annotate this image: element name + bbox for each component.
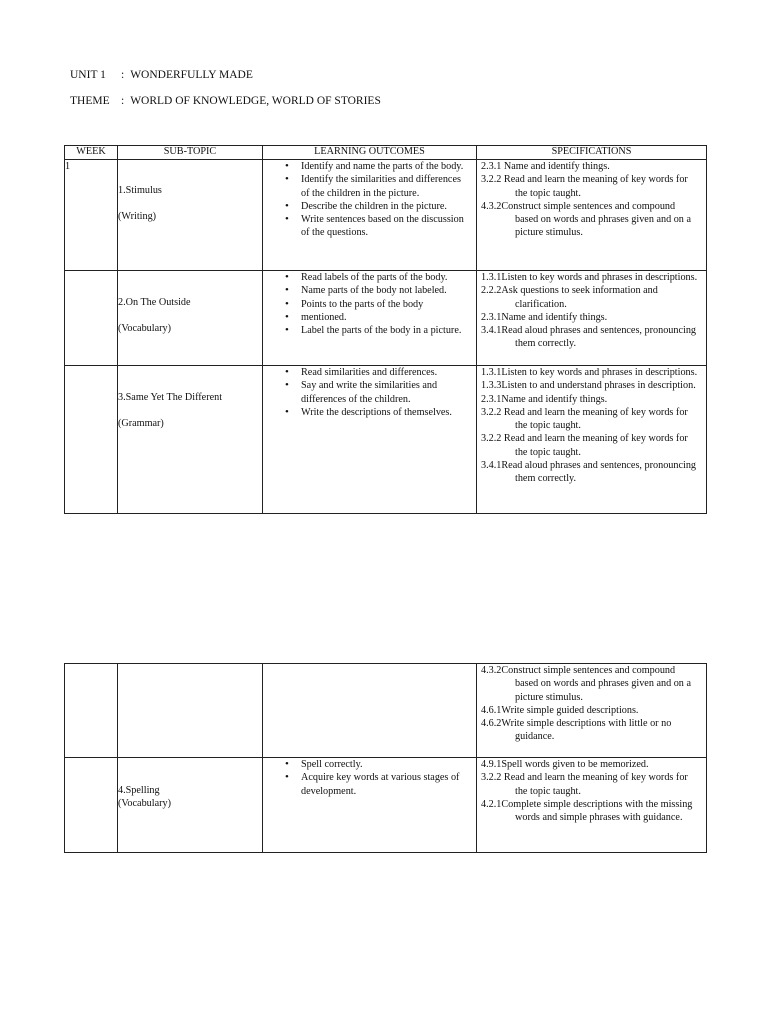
week-cell: 1 (65, 160, 118, 271)
list-item: • Spell correctly. (263, 758, 476, 771)
learning-outcomes-cell (263, 271, 477, 366)
spec-item: 2.3.1Name and identify things. (481, 311, 608, 323)
spec-item: 3.2.2 Read and learn the meaning of key words for the topic taught. (481, 406, 688, 432)
subtopic-title: 4.Spelling (118, 785, 160, 796)
learning-outcomes-cell (263, 758, 477, 853)
spec-item: 1.3.1Listen to key words and phrases in descriptions. (481, 272, 698, 283)
specifications-cell (477, 758, 707, 853)
col-header-week: WEEK (65, 146, 118, 160)
subtopic-cell (118, 758, 263, 853)
table-row (65, 366, 707, 514)
unit-title: WONDERFULLY MADE (130, 69, 253, 81)
theme-label: THEME (70, 95, 110, 107)
unit-separator: : (121, 69, 125, 81)
spec-item: 2.2.2Ask questions to seek information and clarification. (481, 285, 658, 310)
spec-item: 4.3.2Construct simple sentences and compound based on words and phrases given and on a picture stimulus. (481, 665, 691, 703)
spec-item: 4.6.1Write simple guided descriptions. (481, 704, 639, 716)
list-item: • Identify the similarities and differences of the children in the picture. (263, 173, 476, 200)
spec-item: 2.3.1Name and identify things. (481, 393, 608, 405)
list-item: • Read similarities and differences. (263, 366, 476, 379)
learning-outcomes-cell (263, 664, 477, 758)
list-item: • Name parts of the body not labeled. (263, 284, 476, 297)
subtopic-title: 2.On The Outside (118, 297, 191, 308)
subtopic-title: 3.Same Yet The Different (118, 392, 223, 403)
theme-separator: : (121, 95, 125, 107)
specifications-cell (477, 366, 707, 514)
unit-label: UNIT 1 (70, 69, 106, 81)
lesson-plan-table-2 (64, 663, 707, 853)
col-header-specifications: SPECIFICATIONS (477, 146, 707, 160)
list-item: • Points to the parts of the body (263, 298, 476, 311)
week-cell (65, 758, 118, 853)
week-cell (65, 271, 118, 366)
list-item: • Say and write the similarities and differences of the children. (263, 379, 476, 406)
table-row (65, 160, 707, 271)
week-cell (65, 664, 118, 758)
subtopic-cell (118, 160, 263, 271)
list-item: • mentioned. (263, 311, 476, 324)
subtopic-category: (Grammar) (118, 418, 164, 430)
specifications-cell (477, 160, 707, 271)
subtopic-cell (118, 271, 263, 366)
list-item: • Read labels of the parts of the body. (263, 271, 476, 284)
specifications-cell (477, 271, 707, 366)
spec-item: 3.2.2 Read and learn the meaning of key words for the topic taught. (481, 433, 688, 458)
table-row (65, 271, 707, 366)
subtopic-cell (118, 366, 263, 514)
table-row (65, 758, 707, 853)
list-item: • Identify and name the parts of the body. (263, 160, 476, 173)
specifications-cell (477, 664, 707, 758)
subtopic-title: 1.Stimulus (118, 185, 162, 196)
spec-item: 3.2.2 Read and learn the meaning of key words for the topic taught. (481, 772, 688, 797)
list-item: • Describe the children in the picture. (263, 200, 476, 213)
spec-item: 3.4.1Read aloud phrases and sentences, pronouncing them correctly. (481, 460, 697, 485)
subtopic-category: (Vocabulary) (118, 323, 171, 335)
spec-item: 4.6.2Write simple descriptions with little or no guidance. (481, 718, 672, 743)
col-header-subtopic: SUB-TOPIC (118, 146, 263, 160)
lesson-plan-table-1 (64, 145, 707, 514)
table-header-row (65, 146, 707, 160)
spec-item: 4.9.1Spell words given to be memorized. (481, 759, 649, 770)
spec-item: 4.2.1Complete simple descriptions with the missing words and simple phrases with guidance. (481, 798, 693, 824)
spec-item: 1.3.1Listen to key words and phrases in descriptions. (481, 367, 698, 378)
spec-item: 3.2.2 Read and learn the meaning of key words for the topic taught. (481, 174, 688, 199)
list-item: • Write sentences based on the discussion of the questions. (263, 213, 476, 240)
unit-heading (70, 69, 253, 81)
subtopic-category: (Vocabulary) (118, 798, 171, 810)
subtopic-cell (118, 664, 263, 758)
list-item: • Write the descriptions of themselves. (263, 406, 476, 419)
col-header-learning-outcomes: LEARNING OUTCOMES (263, 146, 477, 160)
table-row (65, 664, 707, 758)
spec-item: 4.3.2Construct simple sentences and compound based on words and phrases given and on a picture stimulus. (481, 200, 691, 239)
learning-outcomes-cell (263, 160, 477, 271)
week-cell (65, 366, 118, 514)
spec-item: 2.3.1 Name and identify things. (481, 161, 610, 172)
list-item: • Acquire key words at various stages of development. (263, 771, 476, 798)
spec-item: 3.4.1Read aloud phrases and sentences, pronouncing them correctly. (481, 325, 697, 350)
spec-item: 1.3.3Listen to and understand phrases in description. (481, 380, 696, 392)
theme-heading (70, 95, 381, 107)
theme-title: WORLD OF KNOWLEDGE, WORLD OF STORIES (130, 95, 381, 107)
list-item: • Label the parts of the body in a picture. (263, 324, 476, 337)
subtopic-category: (Writing) (118, 211, 157, 223)
learning-outcomes-cell (263, 366, 477, 514)
